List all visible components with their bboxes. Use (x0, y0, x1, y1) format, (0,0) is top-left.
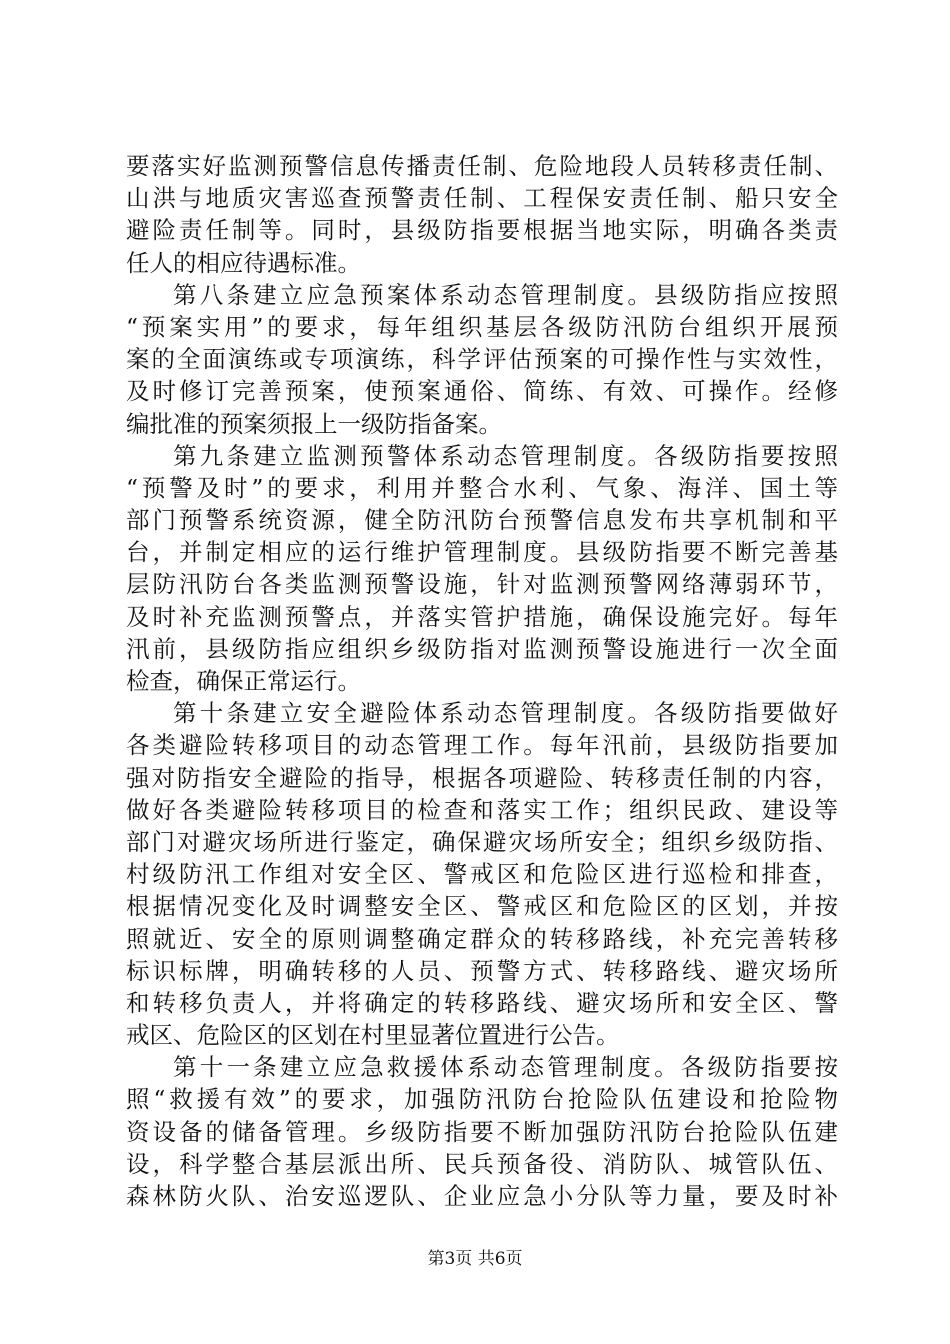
text-line: “预警及时”的要求，利用并整合水利、气象、海洋、国土等 (126, 473, 838, 502)
text-line: 要落实好监测预警信息传播责任制、危险地段人员转移责任制、 (126, 152, 838, 180)
article-10-first-line: 第十条建立安全避险体系动态管理制度。各级防指要做好 (173, 699, 838, 728)
text-line: 照就近、安全的原则调整确定群众的转移路线，补充完善转移 (126, 924, 838, 953)
text-line: 各类避险转移项目的动态管理工作。每年汛前，县级防指要加 (126, 731, 838, 760)
text-line: 层防汛防台各类监测预警设施，针对监测预警网络薄弱环节， (126, 570, 838, 599)
text-line: 山洪与地质灾害巡查预警责任制、工程保安责任制、船只安全 (126, 184, 838, 213)
text-line: 及时修订完善预案，使预案通俗、简练、有效、可操作。经修 (126, 377, 838, 406)
page-number-footer: 第3页 共6页 (427, 1249, 523, 1269)
text-line: 强对防指安全避险的指导，根据各项避险、转移责任制的内容， (126, 763, 838, 792)
text-line: 编批准的预案须报上一级防指备案。 (126, 409, 502, 438)
text-line: 部门预警系统资源，健全防汛防台预警信息发布共享机制和平 (126, 506, 838, 535)
text-line: 汛前，县级防指应组织乡级防指对监测预警设施进行一次全面 (126, 634, 838, 663)
text-line: 及时补充监测预警点，并落实管护措施，确保设施完好。每年 (126, 602, 838, 631)
text-line: 台，并制定相应的运行维护管理制度。县级防指要不断完善基 (126, 538, 838, 567)
article-11-first-line: 第十一条建立应急救援体系动态管理制度。各级防指要按 (173, 1053, 838, 1082)
article-9-first-line: 第九条建立监测预警体系动态管理制度。各级防指要按照 (173, 441, 838, 470)
text-line: 做好各类避险转移项目的检查和落实工作；组织民政、建设等 (126, 795, 838, 824)
text-line: “预案实用”的要求，每年组织基层各级防汛防台组织开展预 (126, 312, 838, 341)
text-line: 村级防汛工作组对安全区、警戒区和危险区进行巡检和排查， (126, 860, 838, 889)
text-line: 和转移负责人，并将确定的转移路线、避灾场所和安全区、警 (126, 988, 838, 1017)
text-line: 避险责任制等。同时，县级防指要根据当地实际，明确各类责 (126, 216, 838, 245)
text-line: 设，科学整合基层派出所、民兵预备役、消防队、城管队伍、 (126, 1149, 838, 1178)
text-line: 资设备的储备管理。乡级防指要不断加强防汛防台抢险队伍建 (126, 1117, 838, 1146)
text-line: 照“救援有效”的要求，加强防汛防台抢险队伍建设和抢险物 (126, 1085, 838, 1114)
text-line: 戒区、危险区的区划在村里显著位置进行公告。 (126, 1021, 620, 1050)
article-8-first-line: 第八条建立应急预案体系动态管理制度。县级防指应按照 (173, 280, 838, 309)
text-line: 检查，确保正常运行。 (126, 667, 361, 695)
text-line: 标识标牌，明确转移的人员、预警方式、转移路线、避灾场所 (126, 956, 838, 985)
text-line: 案的全面演练或专项演练，科学评估预案的可操作性与实效性， (126, 345, 838, 374)
document-body (126, 150, 838, 1212)
text-line: 森林防火队、治安巡逻队、企业应急小分队等力量，要及时补 (126, 1182, 838, 1210)
text-line: 根据情况变化及时调整安全区、警戒区和危险区的区划，并按 (126, 892, 838, 921)
text-line: 部门对避灾场所进行鉴定，确保避灾场所安全；组织乡级防指、 (126, 827, 838, 856)
text-line: 任人的相应待遇标准。 (126, 248, 361, 277)
